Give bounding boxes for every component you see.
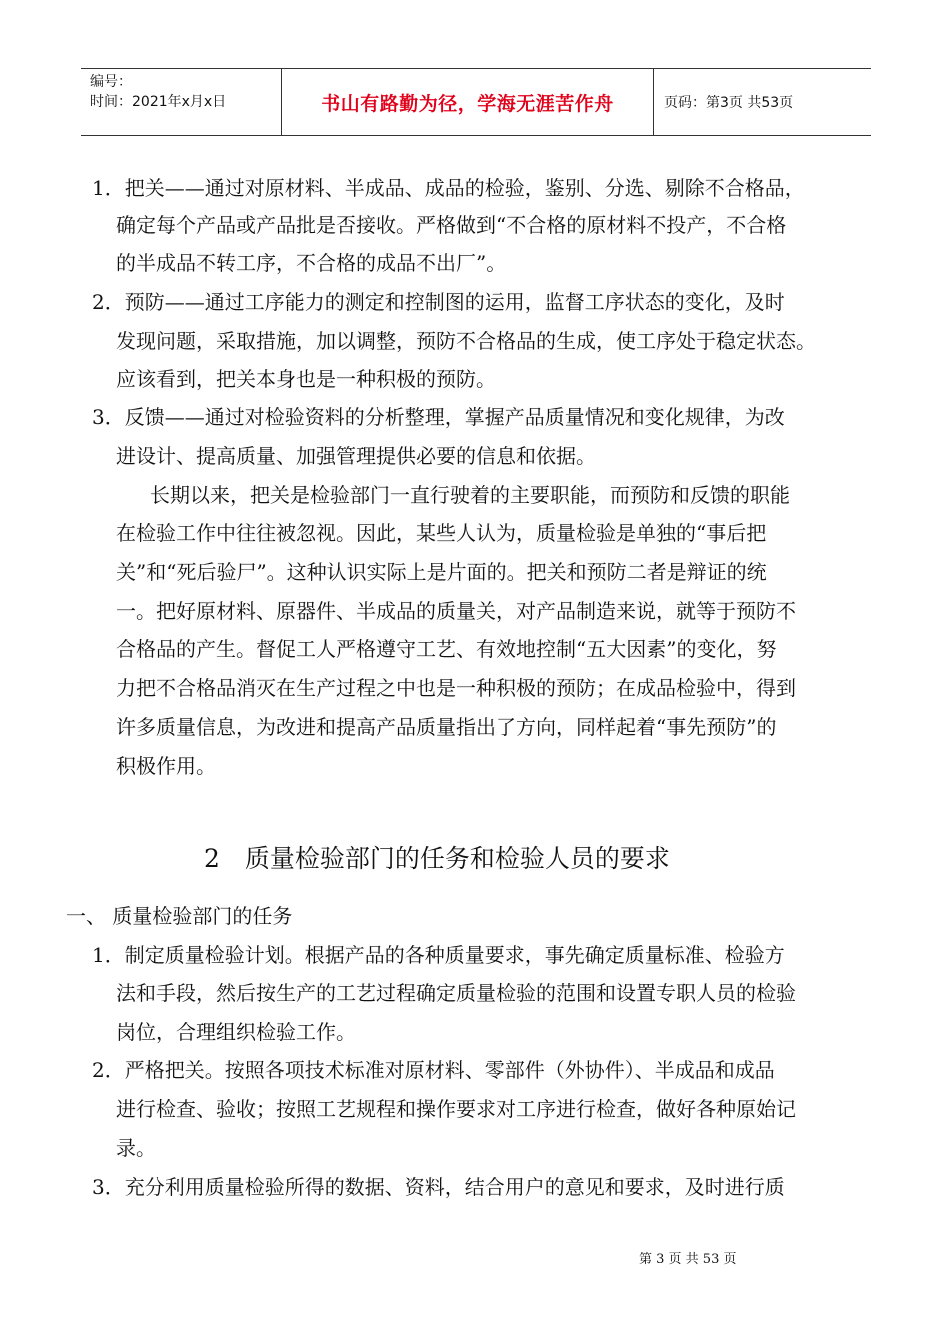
header-date-label: 时间：2021年x月x日 [90,94,227,110]
body-line: 1．制定质量检验计划。根据产品的各种质量要求，事先确定质量标准、检验方 [92,943,785,967]
header-number-label: 编号： [90,74,132,90]
body-line: 2．严格把关。按照各项技术标准对原材料、零部件（外协件）、半成品和成品 [92,1058,775,1082]
body-line: 关”和“死后验尸”。这种认识实际上是片面的。把关和预防二者是辩证的统 [116,560,767,584]
body-line: 录。 [116,1136,156,1160]
header-table [81,68,871,136]
body-line: 应该看到，把关本身也是一种积极的预防。 [116,367,496,391]
body-line: 许多质量信息，为改进和提高产品质量指出了方向，同样起着“事先预防”的 [116,715,777,739]
body-line: 力把不合格品消灭在生产过程之中也是一种积极的预防；在成品检验中，得到 [116,676,796,700]
body-line: 合格品的产生。督促工人严格遵守工艺、有效地控制“五大因素”的变化，努 [116,637,777,661]
header-motto: 书山有路勤为径，学海无涯苦作舟 [281,69,654,135]
sub-heading: 一、 质量检验部门的任务 [66,904,293,928]
body-line: 岗位，合理组织检验工作。 [116,1020,356,1044]
section-heading: 2 质量检验部门的任务和检验人员的要求 [204,844,670,873]
page-footer: 第 3 页 共 53 页 [639,1252,737,1267]
body-line: 在检验工作中往往被忽视。因此，某些人认为，质量检验是单独的“事后把 [116,521,767,545]
header-meta [81,69,281,135]
header-page-info: 页码：第3页 共53页 [664,95,794,111]
body-line: 1．把关——通过对原材料、半成品、成品的检验，鉴别、分选、剔除不合格品， [92,176,805,200]
body-line: 发现问题，采取措施，加以调整，预防不合格品的生成，使工序处于稳定状态。 [116,329,816,353]
body-line: 进行检查、验收；按照工艺规程和操作要求对工序进行检查，做好各种原始记 [116,1097,796,1121]
body-line: 积极作用。 [116,754,216,778]
body-line: 3．反馈——通过对检验资料的分析整理，掌握产品质量情况和变化规律，为改 [92,405,785,429]
body-line: 进设计、提高质量、加强管理提供必要的信息和依据。 [116,444,596,468]
body-line: 法和手段，然后按生产的工艺过程确定质量检验的范围和设置专职人员的检验 [116,981,796,1005]
body-line: 3．充分利用质量检验所得的数据、资料，结合用户的意见和要求，及时进行质 [92,1175,785,1199]
body-line: 确定每个产品或产品批是否接收。严格做到“不合格的原材料不投产，不合格 [116,213,787,237]
body-line: 一。把好原材料、原器件、半成品的质量关，对产品制造来说，就等于预防不 [116,599,796,623]
body-line: 2．预防——通过工序能力的测定和控制图的运用，监督工序状态的变化，及时 [92,290,785,314]
body-line: 长期以来，把关是检验部门一直行驶着的主要职能，而预防和反馈的职能 [150,483,790,507]
body-line: 的半成品不转工序，不合格的成品不出厂”。 [116,251,507,275]
